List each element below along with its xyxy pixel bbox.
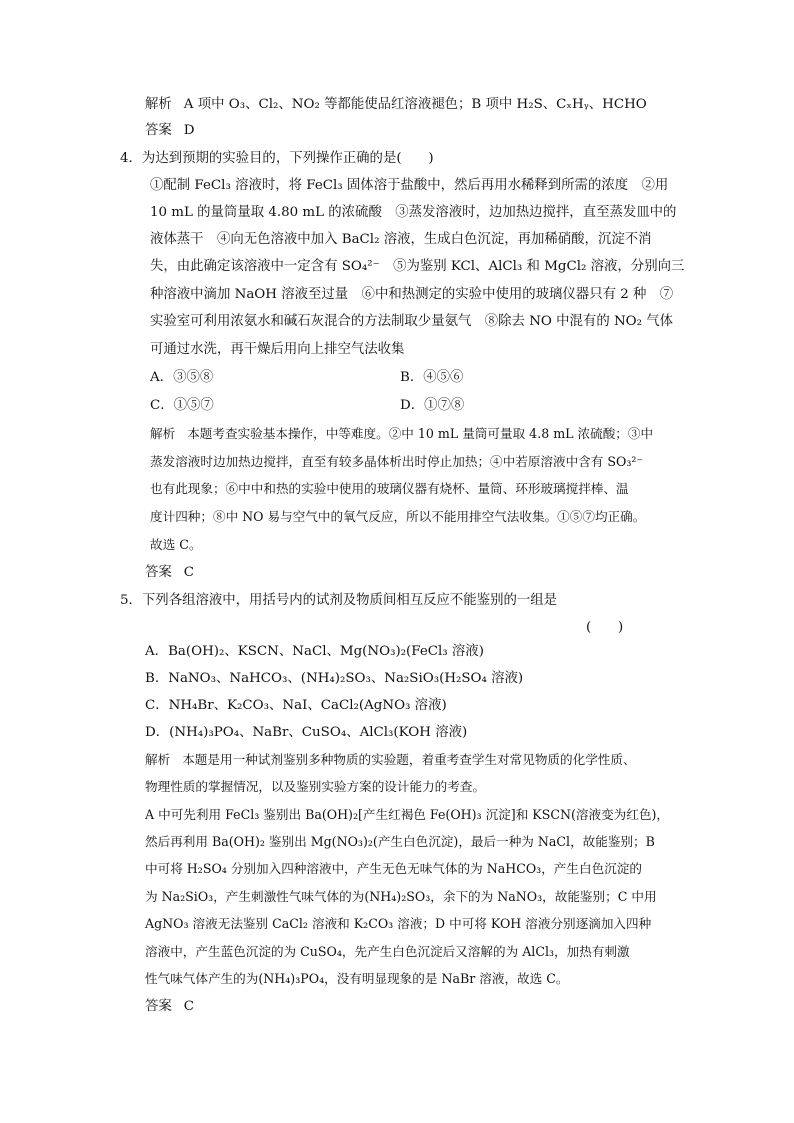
option-text: (NH₄)₃PO₄、NaBr、CuSO₄、AlCl₃(KOH 溶液): [169, 725, 468, 740]
q5-option-d: [145, 723, 467, 743]
q4-body-line: 10 mL 的量筒量取 4.80 mL 的浓硫酸 ③蒸发溶液时，边加热边搅拌，直至蒸发皿中的: [150, 205, 677, 220]
q4-analysis-line: [150, 424, 653, 444]
option-key: C．: [150, 398, 174, 413]
q5-analysis-line: 物理性质的掌握情况，以及鉴别实验方案的设计能力的考查。: [145, 779, 486, 794]
q5-stem: 5．下列各组溶液中，用括号内的试剂及物质间相互反应不能鉴别的一组是: [120, 593, 558, 608]
answer-value: C: [183, 999, 195, 1014]
q4-option-a: [150, 368, 213, 388]
q3-analysis-text: A 项中 O₃、Cl₂、NO₂ 等都能使品红溶液褪色；B 项中 H₂S、CₓHᵧ、HCHO: [183, 97, 647, 112]
q5-answer: [145, 997, 194, 1017]
option-key: D．: [145, 725, 170, 740]
q4-option-b: [400, 368, 463, 388]
option-text: ①⑤⑦: [173, 398, 214, 413]
q5-analysis-text: 本题是用一种试剂鉴别多种物质的实验题，着重考查学生对常见物质的化学性质、: [182, 752, 636, 767]
option-key: A．: [145, 644, 169, 659]
q4-analysis-line: 蒸发溶液时边加热边搅拌，直至有较多晶体析出时停止加热；④中若原溶液中含有 SO₃²⁻: [150, 454, 644, 469]
option-key: C．: [145, 698, 169, 713]
q4-analysis-line: 度计四种；⑧中 NO 易与空气中的氧气反应，所以不能用排空气法收集。①⑤⑦均正确。: [150, 509, 646, 524]
q4-body-line: 实验室可利用浓氨水和碱石灰混合的方法制取少量氨气 ⑧除去 NO 中混有的 NO₂ 气体: [150, 314, 674, 329]
q5-analysis-line: 中可将 H₂SO₄ 分别加入四种溶液中，产生无色无味气体的为 NaHCO₃，产生白色沉淀的: [145, 861, 642, 876]
q5-analysis-line: 为 Na₂SiO₃，产生刺激性气味气体的为(NH₄)₂SO₃，余下的为 NaNO₃，故能鉴别；C 中用: [145, 889, 657, 904]
q4-option-d: [400, 396, 464, 416]
q5-analysis-line: [145, 750, 636, 770]
q4-body-line: 液体蒸干 ④向无色溶液中加入 BaCl₂ 溶液，生成白色沉淀，再加稀硝酸，沉淀不消: [150, 232, 652, 247]
q5-analysis-line: 性气味气体产生的为(NH₄)₃PO₄，没有明显现象的是 NaBr 溶液，故选 C。: [145, 971, 569, 986]
option-text: NaNO₃、NaHCO₃、(NH₄)₂SO₃、Na₂SiO₃(H₂SO₄ 溶液): [168, 671, 524, 686]
q5-analysis-line: A 中可先利用 FeCl₃ 鉴别出 Ba(OH)₂[产生红褐色 Fe(OH)₃ 沉淀]和 KSCN(溶液变为红色)，: [145, 807, 669, 822]
analysis-label: 解析: [145, 97, 172, 112]
analysis-label: 解析: [145, 752, 171, 767]
q3-answer: [145, 121, 195, 141]
q4-body-line: ①配制 FeCl₃ 溶液时，将 FeCl₃ 固体溶于盐酸中，然后再用水稀释到所需的浓度 ②用: [150, 178, 669, 193]
q4-body-line: 种溶液中滴加 NaOH 溶液至过量 ⑥中和热测定的实验中使用的玻璃仪器只有 2 种 ⑦: [150, 287, 674, 302]
q5-option-b: [145, 669, 523, 689]
q4-stem: 4．为达到预期的实验目的，下列操作正确的是( ): [120, 151, 434, 166]
option-key: D．: [400, 398, 425, 413]
q4-answer: [145, 563, 194, 583]
q4-body-line: 失，由此确定该溶液中一定含有 SO₄²⁻ ⑤为鉴别 KCl、AlCl₃ 和 MgCl₂ 溶液，分别向三: [150, 259, 685, 274]
analysis-label: 解析: [150, 426, 176, 441]
q5-analysis-line: 然后再利用 Ba(OH)₂ 鉴别出 Mg(NO₃)₂(产生白色沉淀)，最后一种为 NaCl，故能鉴别；B: [145, 834, 655, 849]
option-key: A．: [150, 370, 174, 385]
q5-bracket: ( ): [586, 620, 624, 635]
option-text: ③⑤⑧: [173, 370, 214, 385]
q4-analysis-text: 本题考查实验基本操作，中等难度。②中 10 mL 量筒可量取 4.8 mL 浓硫酸；③中: [187, 426, 654, 441]
q4-option-c: [150, 396, 214, 416]
q4-analysis-line: 故选 C。: [150, 537, 202, 552]
answer-label: 答案: [145, 999, 172, 1014]
q4-body-line: 可通过水洗，再干燥后用向上排空气法收集: [150, 342, 405, 357]
option-text: Ba(OH)₂、KSCN、NaCl、Mg(NO₃)₂(FeCl₃ 溶液): [168, 644, 484, 659]
option-text: NH₄Br、K₂CO₃、NaI、CaCl₂(AgNO₃ 溶液): [168, 698, 447, 713]
q5-analysis-line: 溶液中，产生蓝色沉淀的为 CuSO₄，先产生白色沉淀后又溶解的为 AlCl₃，加热有刺激: [145, 944, 630, 959]
answer-label: 答案: [145, 565, 172, 580]
answer-label: 答案: [145, 123, 172, 138]
q5-analysis-line: AgNO₃ 溶液无法鉴别 CaCl₂ 溶液和 K₂CO₃ 溶液；D 中可将 KOH 溶液分别逐滴加入四种: [145, 916, 652, 931]
answer-value: D: [183, 123, 195, 138]
answer-value: C: [183, 565, 195, 580]
q3-analysis: [145, 95, 647, 115]
option-text: ④⑤⑥: [423, 370, 464, 385]
option-text: ①⑦⑧: [424, 398, 465, 413]
option-key: B．: [400, 370, 424, 385]
q4-analysis-line: 也有此现象；⑥中中和热的实验中使用的玻璃仪器有烧杯、量筒、环形玻璃搅拌棒、温: [150, 481, 629, 496]
q5-option-a: [145, 642, 484, 662]
q5-option-c: [145, 696, 447, 716]
option-key: B．: [145, 671, 169, 686]
